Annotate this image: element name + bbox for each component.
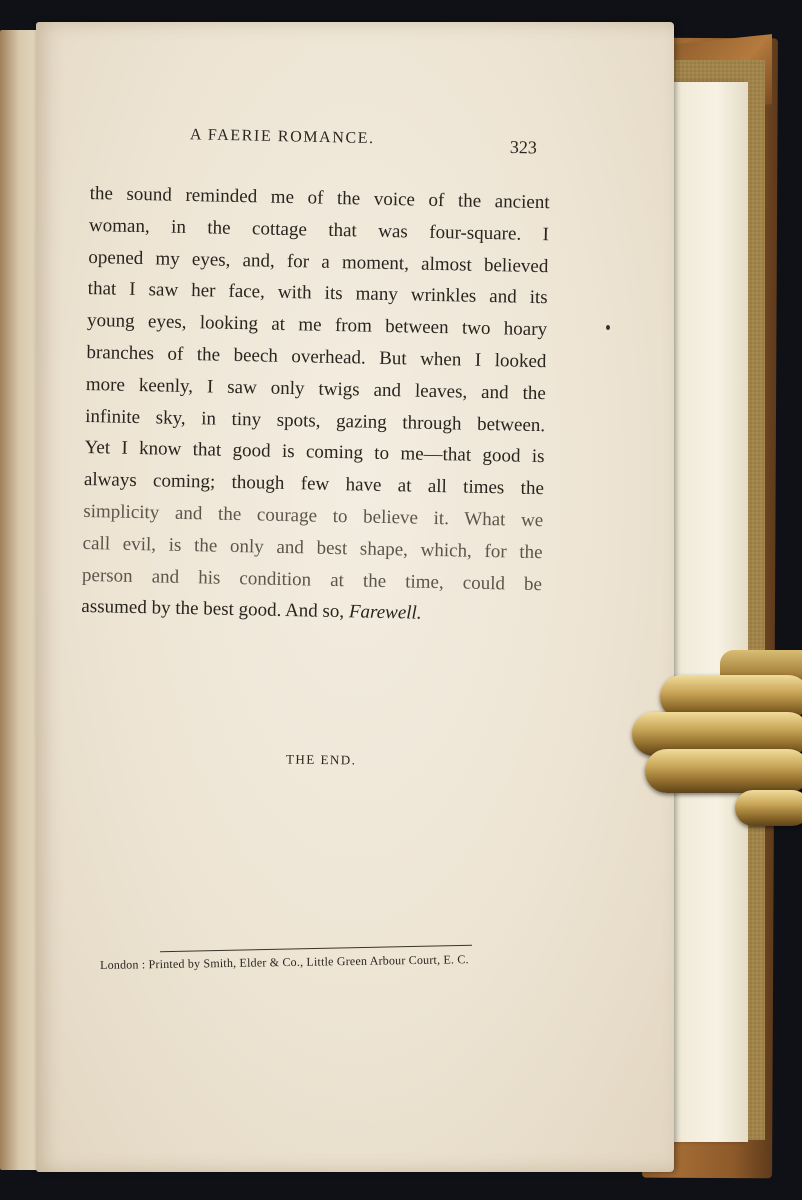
text-line: Yet I know that good is coming to me—that good is [84, 437, 545, 468]
text-line: more keenly, I saw only twigs and leaves, and the [85, 373, 546, 404]
brass-hand-page-holder [630, 650, 802, 830]
endpaper [670, 82, 748, 1142]
running-head: A FAERIE ROMANCE. [189, 126, 375, 148]
text-line: young eyes, looking at me from between two hoary [86, 310, 548, 341]
text-line: call evil, is the only and best shape, which, for the [82, 532, 543, 563]
text-line: woman, in the cottage that was four-square. I [88, 214, 550, 246]
text-line: branches of the beech overhead. But when I looked [86, 341, 547, 373]
hand-thumb [735, 790, 802, 826]
text-line: the sound reminded me of the voice of the ancient [89, 182, 550, 214]
text-line: person and his condition at the time, could be [81, 564, 543, 595]
text-line: that I saw her face, with its many wrinkles and its [87, 278, 548, 309]
text-line: simplicity and the courage to believe it. What we [83, 500, 544, 532]
last-line-text: assumed by the best good. And so, [81, 596, 350, 623]
text-line: infinite sky, in tiny spots, gazing through between. [85, 405, 546, 436]
body-text [81, 178, 550, 632]
page-number: 323 [509, 136, 538, 158]
text-line: opened my eyes, and, for a moment, almost believed [88, 246, 549, 277]
the-end: THE END. [285, 751, 357, 768]
page-header [190, 114, 551, 162]
text-line: always coming; though few have at all times the [83, 469, 545, 500]
ink-speck [606, 325, 610, 330]
printer-imprint: London : Printed by Smith, Elder & Co., Little Green Arbour Court, E. C. [100, 952, 469, 972]
farewell-italic: Farewell. [348, 601, 422, 625]
hand-finger [645, 749, 802, 793]
